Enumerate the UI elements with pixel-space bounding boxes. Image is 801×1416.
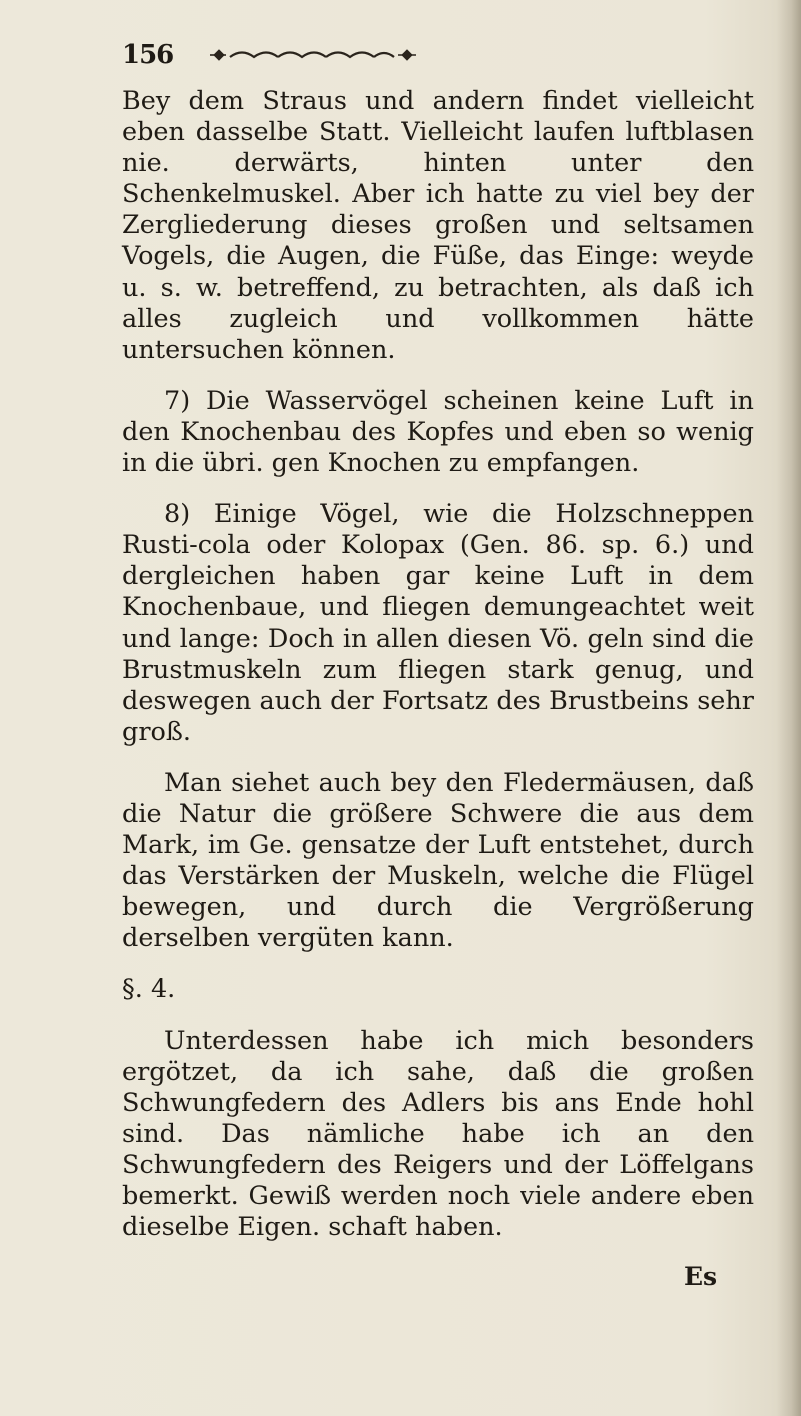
- catchword: Es: [684, 1262, 718, 1291]
- paragraph-7: 7) Die Wasservögel scheinen keine Luft in den Knochenbau des Kopfes und eben so wenig in die übri. gen Knochen zu empfangen.: [122, 385, 754, 479]
- page-number: 156: [122, 40, 174, 70]
- printers-ornament-icon: [208, 44, 418, 66]
- section-heading: §. 4.: [122, 974, 176, 1005]
- paragraph-straus: Bey dem Straus und andern findet vielleicht eben dasselbe Statt. Vielleicht laufen luftblasen nie. derwärts, hinten unter den Schenkelmuskel. Aber ich hatte zu viel bey der Zergliederung dieses großen und seltsamen Vogels, die Augen, die Füße, das Einge: weyde u. s. w. betreffend, zu betrachten, als daß ich alles zugleich und vollkommen hätte untersuchen können.: [122, 86, 754, 365]
- page-header: [122, 40, 742, 76]
- body-text: [122, 86, 754, 1243]
- page-edge-shadow: [777, 0, 801, 1416]
- paragraph-fledermaeuse: Man siehet auch bey den Fledermäusen, daß die Natur die größere Schwere die aus dem Mark, im Ge. gensatze der Luft entstehet, durch das Verstärken der Muskeln, welche die Flügel bewegen, und durch die Vergrößerung derselben vergüten kann.: [122, 767, 754, 954]
- paragraph-8: 8) Einige Vögel, wie die Holzschneppen Rusti-cola oder Kolopax (Gen. 86. sp. 6.) und dergleichen haben gar keine Luft in dem Knochenbaue, und fliegen demungeachtet weit und lange: Doch in allen diesen Vö. geln sind die Brustmuskeln zum fliegen stark genug, und deswegen auch der Fortsatz des Brustbeins sehr groß.: [122, 499, 754, 747]
- paragraph-schwungfedern: Unterdessen habe ich mich besonders ergötzet, da ich sahe, daß die großen Schwungfedern des Adlers bis ans Ende hohl sind. Das nämliche habe ich an den Schwungfedern des Reigers und der Löffelgans bemerkt. Gewiß werden noch viele andere eben dieselbe Eigen. schaft haben.: [122, 1025, 754, 1243]
